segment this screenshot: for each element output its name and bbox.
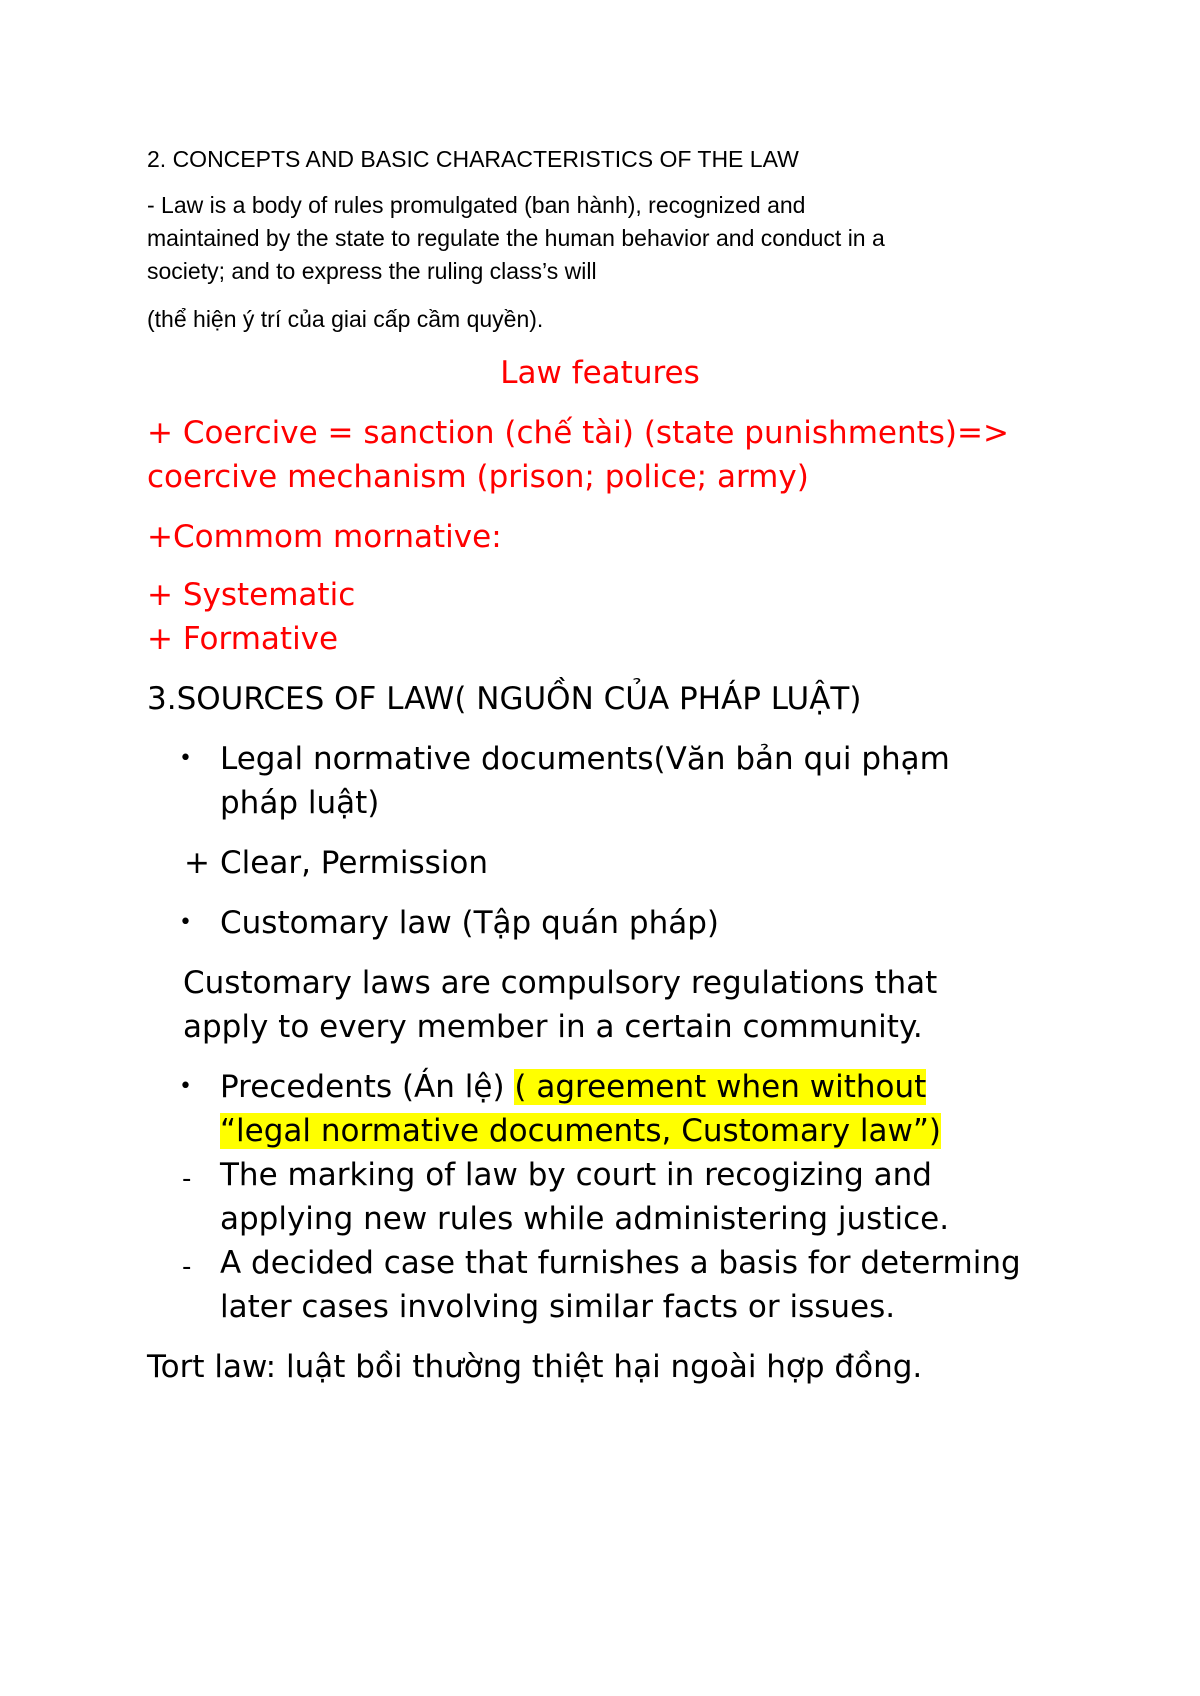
precedents-highlight-1: ( agreement when without xyxy=(514,1069,927,1105)
source-precedents xyxy=(220,1069,927,1105)
section-3-heading: 3.SOURCES OF LAW( NGUỒN CỦA PHÁP LUẬT) xyxy=(147,681,862,717)
source-customary-law: Customary law (Tập quán pháp) xyxy=(220,905,719,941)
feature-common-normative: +Commom mornative: xyxy=(147,519,502,555)
clear-permission: Clear, Permission xyxy=(220,845,488,881)
decided-case-line-1: A decided case that furnishes a basis for determing xyxy=(220,1245,1021,1281)
law-features-title: Law features xyxy=(500,355,700,391)
bullet-icon: • xyxy=(179,910,192,935)
feature-formative: + Formative xyxy=(147,621,339,657)
tort-law: Tort law: luật bồi thường thiệt hại ngoài hợp đồng. xyxy=(147,1349,923,1385)
source-legal-docs-line-1: Legal normative documents(Văn bản qui phạm xyxy=(220,741,950,777)
dash-icon: - xyxy=(182,1164,192,1194)
decided-case-line-2: later cases involving similar facts or issues. xyxy=(220,1289,896,1325)
law-definition-line-2: maintained by the state to regulate the human behavior and conduct in a xyxy=(147,225,885,251)
plus-icon: + xyxy=(184,845,210,881)
law-definition-vietnamese: (thể hiện ý trí của giai cấp cầm quyền). xyxy=(147,306,544,332)
feature-coercive-line-1: + Coercive = sanction (chế tài) (state punishments)=> xyxy=(147,415,1009,451)
dash-icon: - xyxy=(182,1252,192,1282)
source-legal-docs-line-2: pháp luật) xyxy=(220,785,380,821)
precedents-highlight-line-2 xyxy=(220,1113,942,1149)
feature-systematic: + Systematic xyxy=(147,577,356,613)
customary-description-line-1: Customary laws are compulsory regulations that xyxy=(183,965,938,1001)
bullet-icon: • xyxy=(179,1074,192,1099)
marking-line-1: The marking of law by court in recogizing and xyxy=(220,1157,932,1193)
customary-description-line-2: apply to every member in a certain community. xyxy=(183,1009,923,1045)
section-2-heading: 2. CONCEPTS AND BASIC CHARACTERISTICS OF THE LAW xyxy=(147,146,799,172)
precedents-label: Precedents (Án lệ) xyxy=(220,1069,515,1105)
precedents-highlight-2: “legal normative documents, Customary law”) xyxy=(220,1113,942,1149)
bullet-icon: • xyxy=(179,746,192,771)
law-definition-line-1: - Law is a body of rules promulgated (ban hành), recognized and xyxy=(147,192,806,218)
feature-coercive-line-2: coercive mechanism (prison; police; army) xyxy=(147,459,809,495)
law-definition-line-3: society; and to express the ruling class’s will xyxy=(147,258,597,284)
marking-line-2: applying new rules while administering justice. xyxy=(220,1201,950,1237)
